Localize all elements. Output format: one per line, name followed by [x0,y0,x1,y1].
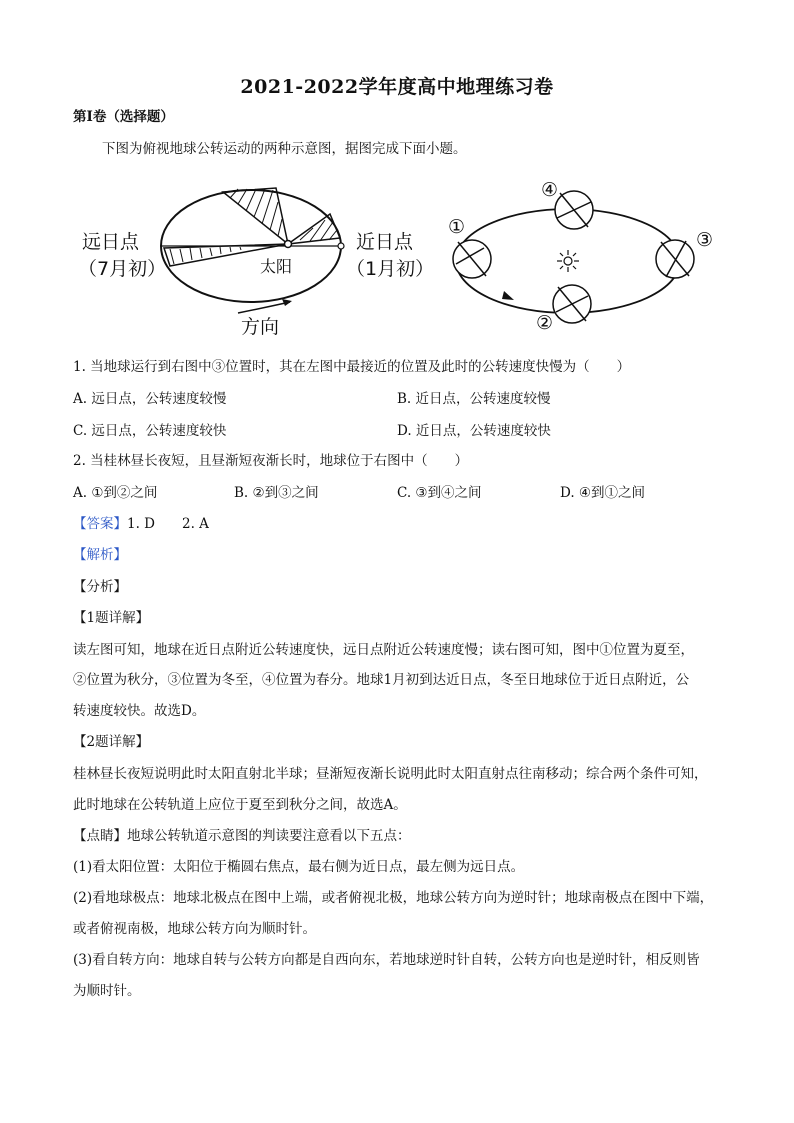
perihelion-time-label: （1月初） [346,258,435,280]
orbit-ellipse-figure [78,178,438,338]
orbit-direction-arrowhead [502,291,514,300]
earth-position-1 [453,240,491,278]
intro-text: 下图为俯视地球公转运动的两种示意图，据图完成下面小题。 [102,141,467,157]
question-2-option-c: C. ③到④之间 [397,485,482,501]
question-2-option-a: A. ①到②之间 [73,485,158,501]
earth-position-3 [656,240,694,278]
detail-2-tag: 【2题详解】 [73,734,150,750]
question-2-stem: 2. 当桂林昼长夜短，且昼渐短夜渐长时，地球位于右图中（ ） [73,453,469,469]
aphelion-label: 远日点 [82,231,140,253]
earth-position-4 [555,191,593,229]
tip-point-2-line-2: 或者俯视南极，地球公转方向为顺时针。 [73,921,316,937]
question-1-option-a: A. 远日点，公转速度较慢 [73,391,227,407]
position-2-label: ② [536,312,554,334]
detail-1-line-2: ②位置为秋分，③位置为冬至，④位置为春分。地球1月初到达近日点，冬至日地球位于近日点附近，公 [73,672,690,688]
page-title: 2021-2022学年度高中地理练习卷 [240,76,554,98]
detail-2-line-1: 桂林昼长夜短说明此时太阳直射北半球；昼渐短夜渐长说明此时太阳直射点往南移动；综合两个条件可知， [73,766,708,782]
detail-1-line-3: 转速度较快。故选D。 [73,703,206,719]
detail-2-line-2: 此时地球在公转轨道上应位于夏至到秋分之间，故选A。 [73,797,407,813]
sun-point [285,241,292,248]
perihelion-point [338,243,344,249]
section-heading: 第I卷（选择题） [73,109,174,125]
tip-point-3-line-1: (3)看自转方向：地球自转与公转方向都是自西向东，若地球逆时针自转，公转方向也是逆时针，相反则皆 [73,952,700,968]
direction-label: 方向 [241,316,280,338]
detail-1-tag: 【1题详解】 [73,610,150,626]
tip-point-2-line-1: (2)看地球极点：地球北极点在图中上端，或者俯视北极，地球公转方向为逆时针；地球南极点在图中下端， [73,890,714,906]
answer-text: 1. D 2. A [127,516,209,532]
analysis-tag: 【解析】 [73,547,127,563]
position-1-label: ① [448,216,466,238]
position-3-label: ③ [696,229,714,251]
tip-text: 地球公转轨道示意图的判读要注意看以下五点： [127,828,411,844]
aphelion-time-label: （7月初） [78,258,167,280]
answer-tag: 【答案】 [73,516,127,532]
question-1-option-b: B. 近日点，公转速度较慢 [397,391,551,407]
tip-point-1: (1)看太阳位置：太阳位于椭圆右焦点，最右侧为近日点，最左侧为远日点。 [73,859,525,875]
fenxi-tag: 【分析】 [73,579,127,595]
direction-arrowhead [282,299,292,306]
question-2-option-b: B. ②到③之间 [234,485,319,501]
sun-label: 太阳 [260,257,293,276]
earth-position-2 [553,285,591,323]
tip-line [73,826,733,846]
question-2-option-d: D. ④到①之间 [560,485,646,501]
answer-line [73,514,733,534]
direction-arrow [238,302,290,313]
sector-right [288,214,340,244]
question-1-option-c: C. 远日点，公转速度较快 [73,423,227,439]
question-1-stem: 1. 当地球运行到右图中③位置时，其在左图中最接近的位置及此时的公转速度快慢为（ ） [73,359,631,375]
sun-icon [557,250,579,272]
perihelion-label: 近日点 [356,231,414,253]
position-4-label: ④ [541,179,559,201]
tip-tag: 【点睛】 [73,828,127,844]
detail-1-line-1: 读左图可知，地球在近日点附近公转速度快，远日点附近公转速度慢；读右图可知，图中①位置为夏至， [73,642,694,658]
orbit-positions-figure [444,176,730,334]
tip-point-3-line-2: 为顺时针。 [73,983,141,999]
question-1-option-d: D. 近日点，公转速度较快 [397,423,551,439]
